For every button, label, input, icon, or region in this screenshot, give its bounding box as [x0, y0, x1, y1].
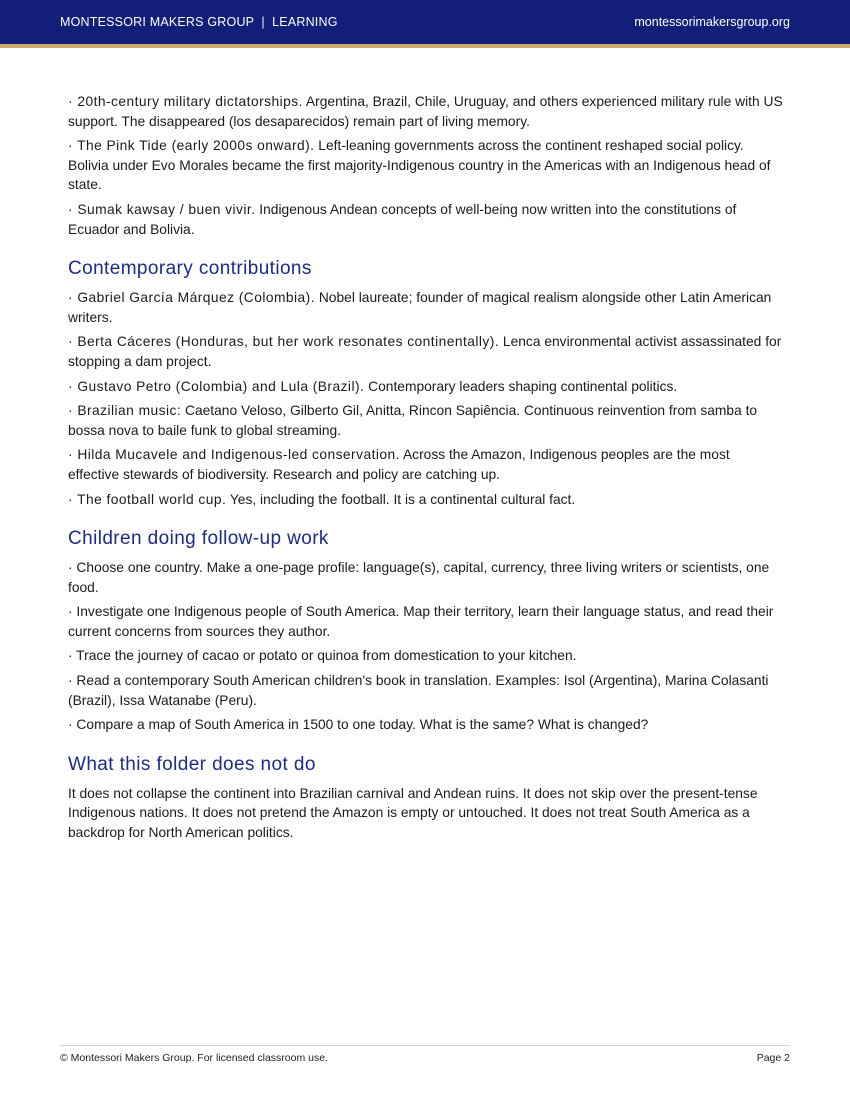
- item-lead: · The Pink Tide (early 2000s onward).: [68, 138, 315, 154]
- item-text: Contemporary leaders shaping continental politics.: [364, 378, 678, 394]
- list-item: [68, 136, 784, 195]
- item-lead: · Compare a map of South America in 1500 to one today.: [68, 717, 416, 733]
- item-text: Yes, including the football. It is a continental cultural fact.: [226, 491, 576, 507]
- item-text: Caetano Veloso, Gilberto Gil, Anitta, Rincon Sapiência. Continuous reinvention from samba to bossa nova to baile funk to global streaming.: [68, 403, 758, 438]
- header-brand: MONTESSORI MAKERS GROUP | LEARNING: [60, 15, 338, 29]
- closing-paragraph: It does not collapse the continent into Brazilian carnival and Andean ruins. It does not skip over the present-tense Indigenous nations. It does not pretend the Amazon is empty or untouched. It does not treat South America as a backdrop for North American politics.: [68, 785, 758, 841]
- item-lead: · Sumak kawsay / buen vivir.: [68, 201, 256, 217]
- page-number: Page 2: [756, 1052, 790, 1064]
- item-lead: · 20th-century military dictatorships.: [68, 94, 303, 109]
- item-text: What is the same? What is changed?: [415, 717, 649, 733]
- page-content: [68, 92, 784, 843]
- list-item: [68, 401, 784, 440]
- list-item: [68, 646, 784, 666]
- item-text: Indigenous Andean concepts of well-being now written into the constitutions of Ecuador and Bolivia.: [68, 201, 737, 237]
- footer-copyright: © Montessori Makers Group. For licensed classroom use.: [60, 1052, 328, 1064]
- list-item: [68, 200, 784, 239]
- follow-up-list: [68, 558, 784, 735]
- item-text: Examples: Isol (Argentina), Marina Colasanti (Brazil), Issa Watanabe (Peru).: [68, 673, 769, 708]
- item-text: Across the Amazon, Indigenous peoples are the most effective stewards of biodiversity. Research and policy are catching up.: [68, 447, 730, 482]
- list-item: [68, 558, 784, 597]
- item-text: Left-leaning governments across the continent reshaped social policy. Bolivia under Evo Morales became the first majority-Indigenous country in the Americas with an Indigenous head of state.: [68, 138, 771, 193]
- item-lead: · Gustavo Petro (Colombia) and Lula (Brazil).: [68, 378, 365, 394]
- list-item: [68, 92, 784, 131]
- item-lead: · Hilda Mucavele and Indigenous-led conservation.: [68, 447, 400, 463]
- item-lead: · Trace the journey of cacao or potato or quinoa from domestication to your kitchen.: [68, 648, 577, 664]
- section-heading-contemporary-contributions: Contemporary contributions: [68, 258, 312, 280]
- item-lead: · Read a contemporary South American children's book in translation.: [68, 673, 492, 689]
- list-item: [68, 332, 784, 371]
- item-lead: · Choose one country.: [68, 560, 203, 576]
- item-text: Map their territory, learn their language status, and read their current concerns from sources they author.: [68, 604, 774, 639]
- list-item: [68, 288, 784, 327]
- item-text: Argentina, Brazil, Chile, Uruguay, and others experienced military rule with US support. The disappeared (los desaparecidos) remain part of living memory.: [68, 94, 783, 129]
- header-url[interactable]: montessorimakersgroup.org: [634, 15, 790, 29]
- item-text: Nobel laureate; founder of magical realism alongside other Latin American writers.: [68, 290, 772, 325]
- item-lead: · Investigate one Indigenous people of South America.: [68, 604, 400, 620]
- item-text: Make a one-page profile: language(s), capital, currency, three living writers or scientists, one food.: [68, 560, 770, 595]
- list-item: [68, 490, 784, 510]
- list-item: [68, 602, 784, 641]
- item-lead: · Gabriel García Márquez (Colombia).: [68, 290, 315, 306]
- header-divider: [0, 44, 850, 48]
- item-lead: · Brazilian music:: [68, 403, 182, 419]
- section-heading-follow-up-work: Children doing follow-up work: [68, 528, 329, 550]
- item-lead: · Berta Cáceres (Honduras, but her work resonates continentally).: [68, 334, 500, 350]
- list-item: [68, 715, 784, 735]
- item-lead: · The football world cup.: [68, 491, 227, 507]
- list-item: [68, 377, 784, 397]
- item-text: Lenca environmental activist assassinated for stopping a dam project.: [68, 334, 782, 369]
- intro-list: [68, 92, 784, 239]
- list-item: [68, 445, 784, 484]
- list-item: [68, 671, 784, 710]
- page-footer: [60, 1045, 790, 1064]
- section-heading-what-this-folder-does-not-do: What this folder does not do: [68, 753, 316, 775]
- header-bar: [0, 0, 850, 44]
- contributions-list: [68, 288, 784, 509]
